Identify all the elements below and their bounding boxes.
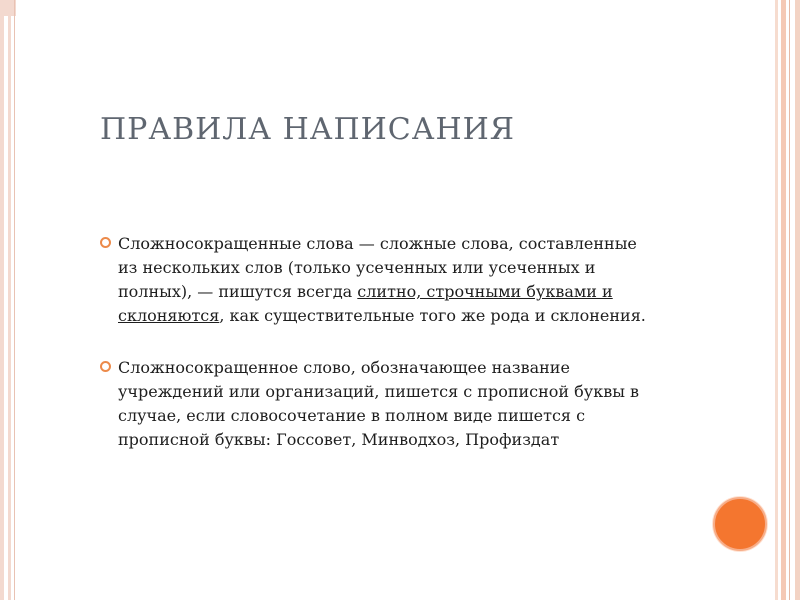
circle-bullet-icon — [100, 361, 111, 372]
right-border-line — [789, 0, 790, 600]
bullet-text: , как существительные того же рода и склонения. — [219, 306, 646, 325]
bullet-item — [100, 356, 660, 452]
circle-bullet-icon — [100, 237, 111, 248]
right-border-band — [775, 0, 778, 600]
right-border-band — [781, 0, 786, 600]
bullet-text: Сложносокращенное слово, обозначающее название учреждений или организаций, пишется с прописной буквы в случае, если словосочетание в полном виде пишется с прописной буквы: Госсовет, Минводхоз, Профиздат — [118, 358, 640, 449]
bullet-text: Сложносокращенные слова — сложные слова, составленные из нескольких слов (только усеченных или усеченных и полных), — пишутся всегда — [118, 234, 637, 301]
bullet-list — [100, 232, 660, 480]
left-border-line — [14, 0, 15, 600]
right-border-band — [795, 0, 800, 600]
slide-title: ПРАВИЛА НАПИСАНИЯ — [100, 112, 515, 147]
left-border-band — [0, 0, 4, 600]
orange-circle-decoration — [713, 497, 767, 551]
left-border-band — [8, 0, 11, 600]
bullet-item — [100, 232, 660, 328]
bullet-emphasis: слитно, строчными буквами и склоняются — [118, 282, 613, 325]
